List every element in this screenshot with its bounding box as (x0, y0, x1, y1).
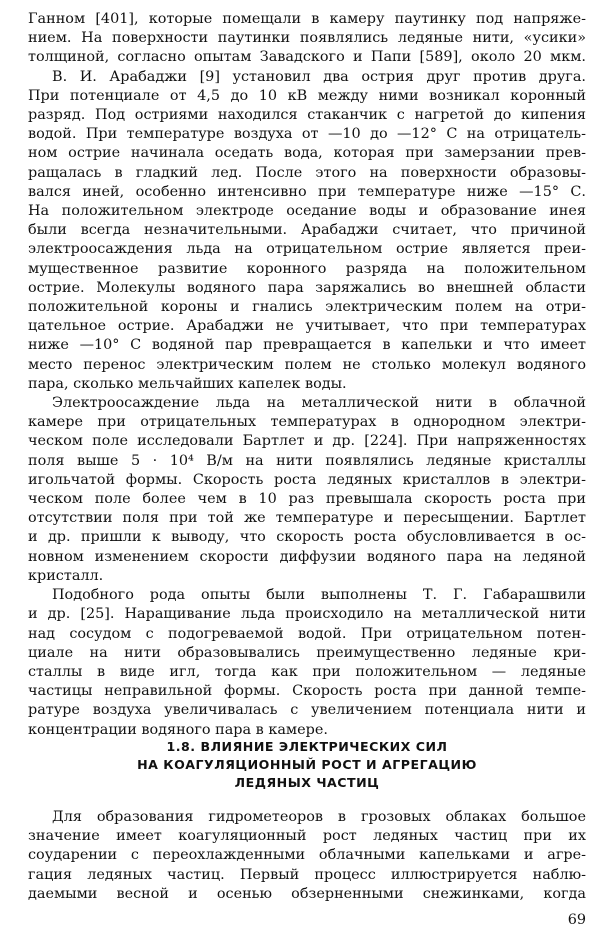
text-line: ратуре воздуха увеличивалась с увеличением потенциала нити и (28, 702, 586, 719)
text-line: Ганном [401], которые помещали в камеру паутинку под напряже- (28, 11, 586, 27)
section-text (28, 808, 586, 904)
text-line: толщиной, согласно опытам Завадского и Папи [589], около 20 мкм. (28, 49, 586, 66)
text-line: острие. Молекулы водяного пара заряжались во внешней области (28, 279, 586, 296)
text-line: соударении с переохлажденными облачными капельками и агре- (28, 847, 586, 864)
text-line: В. И. Арабаджи [9] установил два острия друг против друга. (52, 68, 586, 85)
text-line: и др. пришли к выводу, что скорость роста обусловливается в ос- (28, 529, 586, 546)
text-line: сталлы в виде игл, тогда как при положительном — ледяные (28, 663, 586, 680)
text-line: мущественное развитие коронного разряда на положительном (28, 260, 586, 277)
text-line: электроосаждения льда на отрицательном острие является преи- (28, 241, 586, 258)
text-line: были всегда незначительными. Арабаджи считает, что причиной (28, 222, 586, 239)
text-line: ном острие начинала оседать вода, которая при замерзании прев- (28, 145, 586, 162)
text-line: ниже —10° С водяной пар превращается в капельки и что имеет (28, 337, 586, 354)
text-line: ращалась в гладкий лед. После этого на поверхности образовы- (28, 164, 586, 181)
text-line: концентрации водяного пара в камере. (28, 721, 328, 738)
text-line: даемыми весной и осенью обзерненными снежинками, когда (28, 885, 586, 902)
section-heading-line: НА КОАГУЛЯЦИОННЫЙ РОСТ И АГРЕГАЦИЮ (137, 757, 477, 772)
text-line: место перенос электрическим полем не столько молекул водяного (28, 356, 586, 373)
text-line: камере при отрицательных температурах в однородном электри- (28, 414, 586, 431)
page-number: 69 (567, 912, 586, 928)
text-line: При потенциале от 4,5 до 10 кВ между ними возникал коронный (28, 87, 586, 104)
text-line: На положительном электроде оседание воды и образование инея (28, 203, 586, 220)
text-line: водой. При температуре воздуха от —10 до —12° С на отрицатель- (28, 126, 586, 143)
text-line: ческом поле более чем в 10 раз превышала скорость роста при (28, 491, 586, 508)
text-line: кристалл. (28, 567, 104, 584)
text-line: новном изменением скорости диффузии водяного пара на ледяной (28, 548, 586, 565)
text-line: пара, сколько мельчайших капелек воды. (28, 375, 347, 392)
main-text (28, 10, 586, 740)
text-line: и др. [25]. Наращивание льда происходило на металлической нити (28, 606, 586, 623)
text-line: поля выше 5 · 10⁴ В/м на нити появлялись ледяные кристаллы (28, 452, 586, 469)
text-line: разряд. Под остриями находился стаканчик с нагретой до кипения (28, 107, 586, 124)
text-line: игольчатой формы. Скорость роста ледяных кристаллов в электри- (28, 471, 586, 488)
section-heading-line: ЛЕДЯНЫХ ЧАСТИЦ (234, 775, 380, 790)
text-line: частицы неправильной формы. Скорость роста при данной темпе- (28, 683, 586, 700)
text-line: вался иней, особенно интенсивно при температуре ниже —15° С. (28, 183, 586, 200)
text-line: ческом поле исследовали Бартлет и др. [224]. При напряженностях (28, 433, 586, 450)
text-line: Подобного рода опыты были выполнены Т. Г. Габарашвили (52, 587, 586, 604)
text-line: Для образования гидрометеоров в грозовых облаках большое (52, 809, 586, 825)
text-line: циале на нити образовывались преимущественно ледяные кри- (28, 644, 586, 661)
section-heading-line: 1.8. ВЛИЯНИЕ ЭЛЕКТРИЧЕСКИХ СИЛ (166, 739, 448, 754)
text-line: цательное острие. Арабаджи не учитывает, что при температурах (28, 318, 586, 335)
text-line: отсутствии поля при той же температуре и пересыщении. Бартлет (28, 510, 586, 527)
section-heading (0, 738, 614, 792)
text-line: нием. На поверхности паутинки появлялись ледяные нити, «усики» (28, 30, 586, 47)
text-line: гация ледяных частиц. Первый процесс иллюстрируется наблю- (28, 866, 586, 883)
text-line: значение имеет коагуляционный рост ледяных частиц при их (28, 828, 586, 845)
text-line: над сосудом с подогреваемой водой. При отрицательном потен- (28, 625, 586, 642)
text-line: положительной короны и гнались электрическим полем на отри- (28, 299, 586, 316)
text-line: Электроосаждение льда на металлической нити в облачной (52, 395, 586, 412)
